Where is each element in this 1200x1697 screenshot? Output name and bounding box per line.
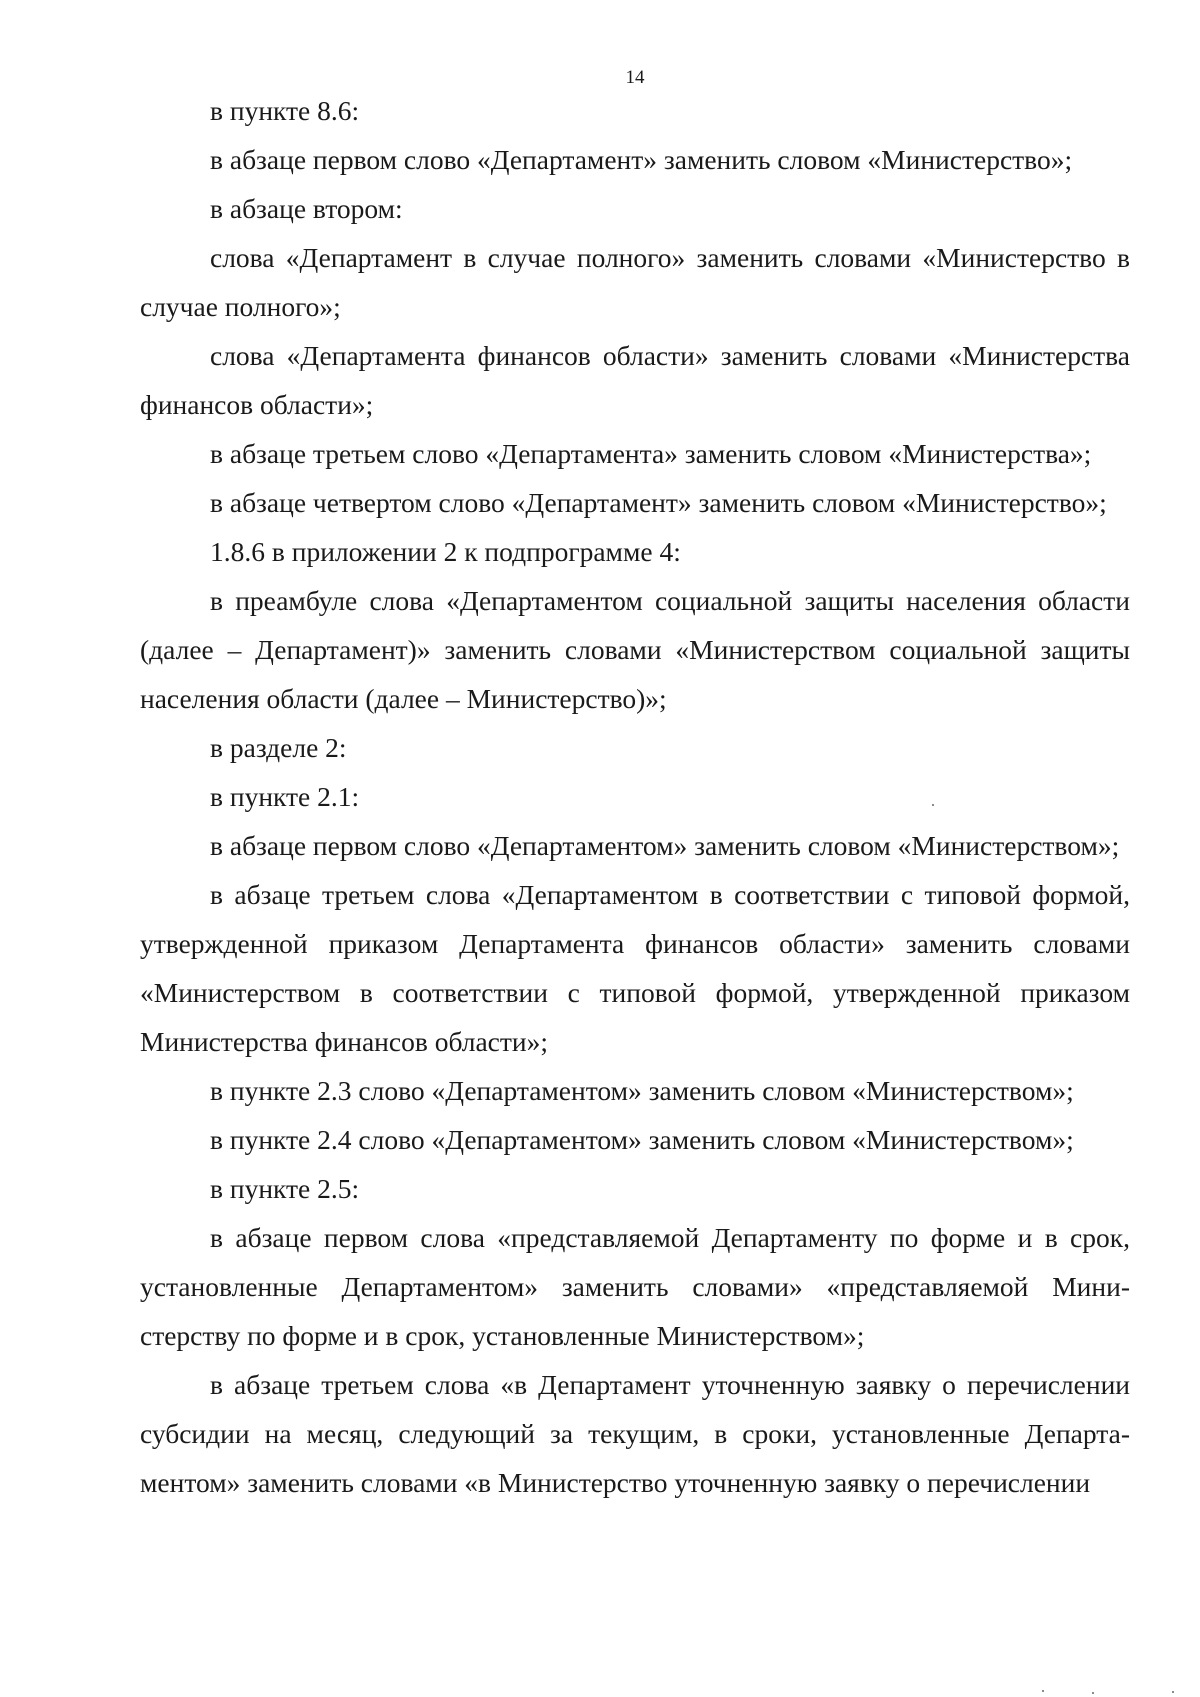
paragraph: в пункте 2.4 слово «Департаментом» заменить словом «Министерством»; xyxy=(210,1124,1074,1155)
document-body xyxy=(140,86,1130,1507)
scan-speck xyxy=(932,804,934,806)
scan-speck xyxy=(1092,1692,1094,1694)
paragraph: в пункте 2.1: xyxy=(210,781,360,812)
paragraph: слова «Департамента финансов области» заменить словами «Министерства финансов области»; xyxy=(140,340,1130,420)
paragraph: в абзаце первом слова «представляемой Департаменту по форме и в срок, установленные Департаментом» заменить словами» «представляемой Министерству по форме и в срок, установленные Министерством»; xyxy=(140,1222,1130,1351)
paragraph: в абзаце первом слово «Департаментом» заменить словом «Министерством»; xyxy=(210,830,1120,861)
paragraph: в абзаце четвертом слово «Департамент» заменить словом «Министерство»; xyxy=(210,487,1107,518)
scan-speck xyxy=(1042,1690,1044,1692)
paragraph: в преамбуле слова «Департаментом социальной защиты населения области (далее – Департамент)» заменить словами «Министерством социальной защиты населения области (далее – Министерство)»; xyxy=(140,585,1130,714)
paragraph: в абзаце втором: xyxy=(210,193,403,224)
paragraph: в абзаце третьем слова «Департаментом в соответствии с типовой формой, утвержденной приказом Департамента финансов области» заменить словами «Министерством в соответствии с типовой формой, утвержденной приказом Министерства финансов области»; xyxy=(140,879,1130,1057)
paragraph: в пункте 2.5: xyxy=(210,1173,360,1204)
paragraph: в пункте 8.6: xyxy=(210,95,360,126)
paragraph: в разделе 2: xyxy=(210,732,347,763)
paragraph: в абзаце третьем слова «в Департамент уточненную заявку о перечислении субсидии на месяц, следующий за текущим, в сроки, установленные Департаментом» заменить словами «в Министерство уточненную заявку о перечислении xyxy=(140,1369,1130,1498)
paragraph: слова «Департамент в случае полного» заменить словами «Министерство в случае полного»; xyxy=(140,242,1130,322)
page-number: 14 xyxy=(625,67,645,88)
paragraph: в абзаце третьем слово «Департамента» заменить словом «Министерства»; xyxy=(210,438,1092,469)
paragraph: в абзаце первом слово «Департамент» заменить словом «Министерство»; xyxy=(210,144,1073,175)
scan-speck xyxy=(1172,1691,1174,1693)
paragraph: 1.8.6 в приложении 2 к подпрограмме 4: xyxy=(210,536,681,567)
paragraph: в пункте 2.3 слово «Департаментом» заменить словом «Министерством»; xyxy=(210,1075,1074,1106)
